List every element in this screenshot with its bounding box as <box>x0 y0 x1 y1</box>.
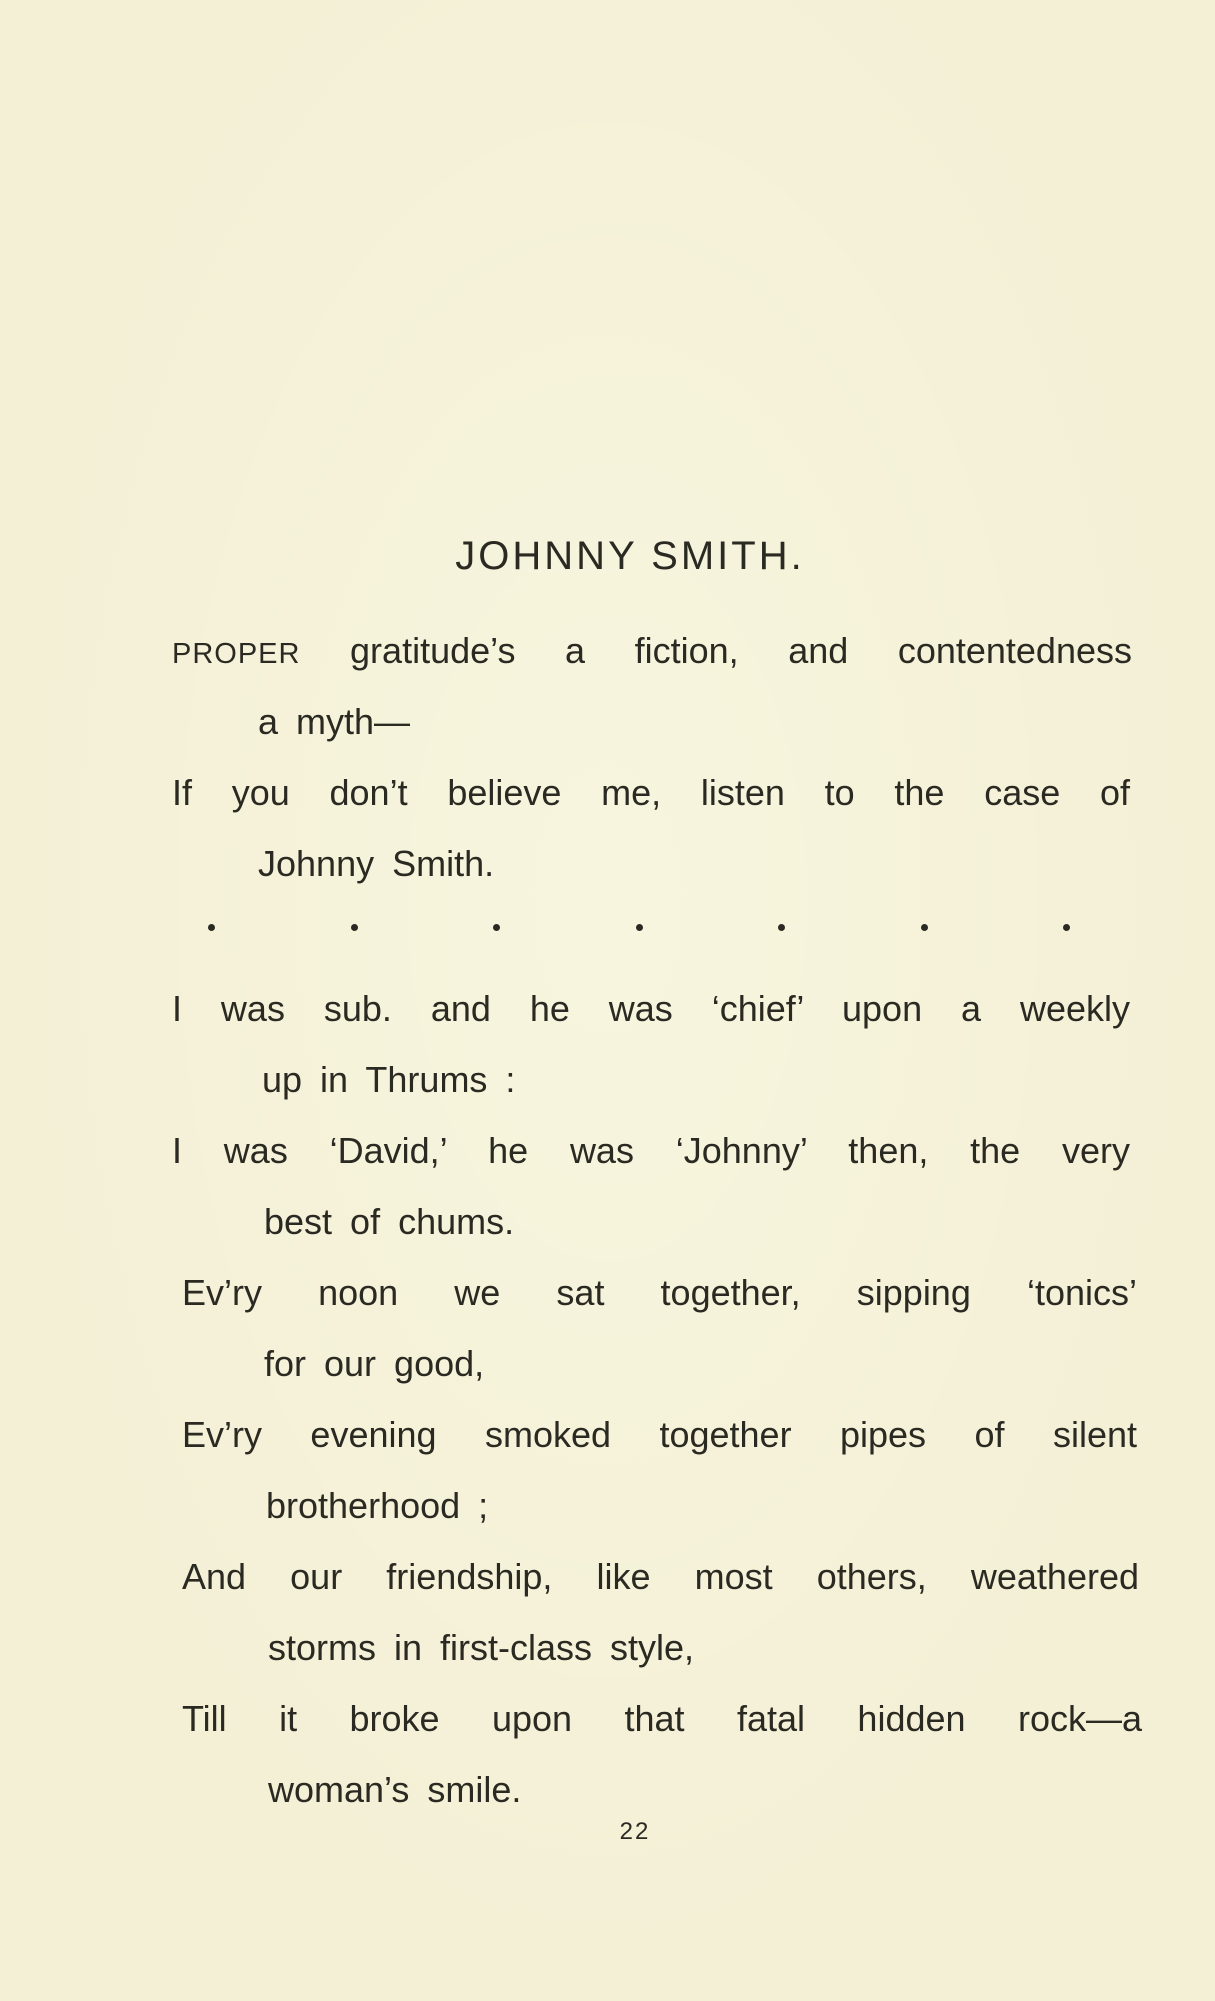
poem-line-continuation: Johnny Smith. <box>258 843 495 884</box>
poem-line-continuation: for our good, <box>264 1343 485 1384</box>
ellipsis-divider <box>208 912 1070 942</box>
poem-line-continuation: brotherhood ; <box>266 1485 489 1526</box>
ellipsis-dot <box>208 924 215 931</box>
poem-line: Till it broke upon that fatal hidden rock—a <box>182 1698 1142 1739</box>
poem-line-continuation: woman’s smile. <box>268 1769 522 1810</box>
ellipsis-dot <box>351 924 358 931</box>
poem-line <box>172 626 1132 679</box>
poem-line-continuation: a myth— <box>258 701 411 742</box>
poem-line-text: gratitude’s a fiction, and contentedness <box>300 630 1132 671</box>
poem-line: I was ‘David,’ he was ‘Johnny’ then, the very <box>172 1130 1130 1171</box>
poem-line-continuation: storms in first-class style, <box>268 1627 695 1668</box>
poem-title: JOHNNY SMITH. <box>455 534 805 578</box>
ellipsis-dot <box>1063 924 1070 931</box>
poem-line: And our friendship, like most others, weathered <box>182 1556 1139 1597</box>
ellipsis-dot <box>636 924 643 931</box>
poem-line: I was sub. and he was ‘chief’ upon a weekly <box>172 988 1130 1029</box>
ellipsis-dot <box>493 924 500 931</box>
poem-line-continuation: best of chums. <box>264 1201 515 1242</box>
poem-line: Ev’ry evening smoked together pipes of silent <box>182 1414 1137 1455</box>
poem-line: Ev’ry noon we sat together, sipping ‘tonics’ <box>182 1272 1137 1313</box>
poem-line-continuation: up in Thrums : <box>262 1059 516 1100</box>
ellipsis-dot <box>921 924 928 931</box>
page-number: 22 <box>619 1818 651 1845</box>
poem-line: If you don’t believe me, listen to the case of <box>172 772 1130 813</box>
smallcaps-opening-word: PROPER <box>172 638 301 670</box>
ellipsis-dot <box>778 924 785 931</box>
